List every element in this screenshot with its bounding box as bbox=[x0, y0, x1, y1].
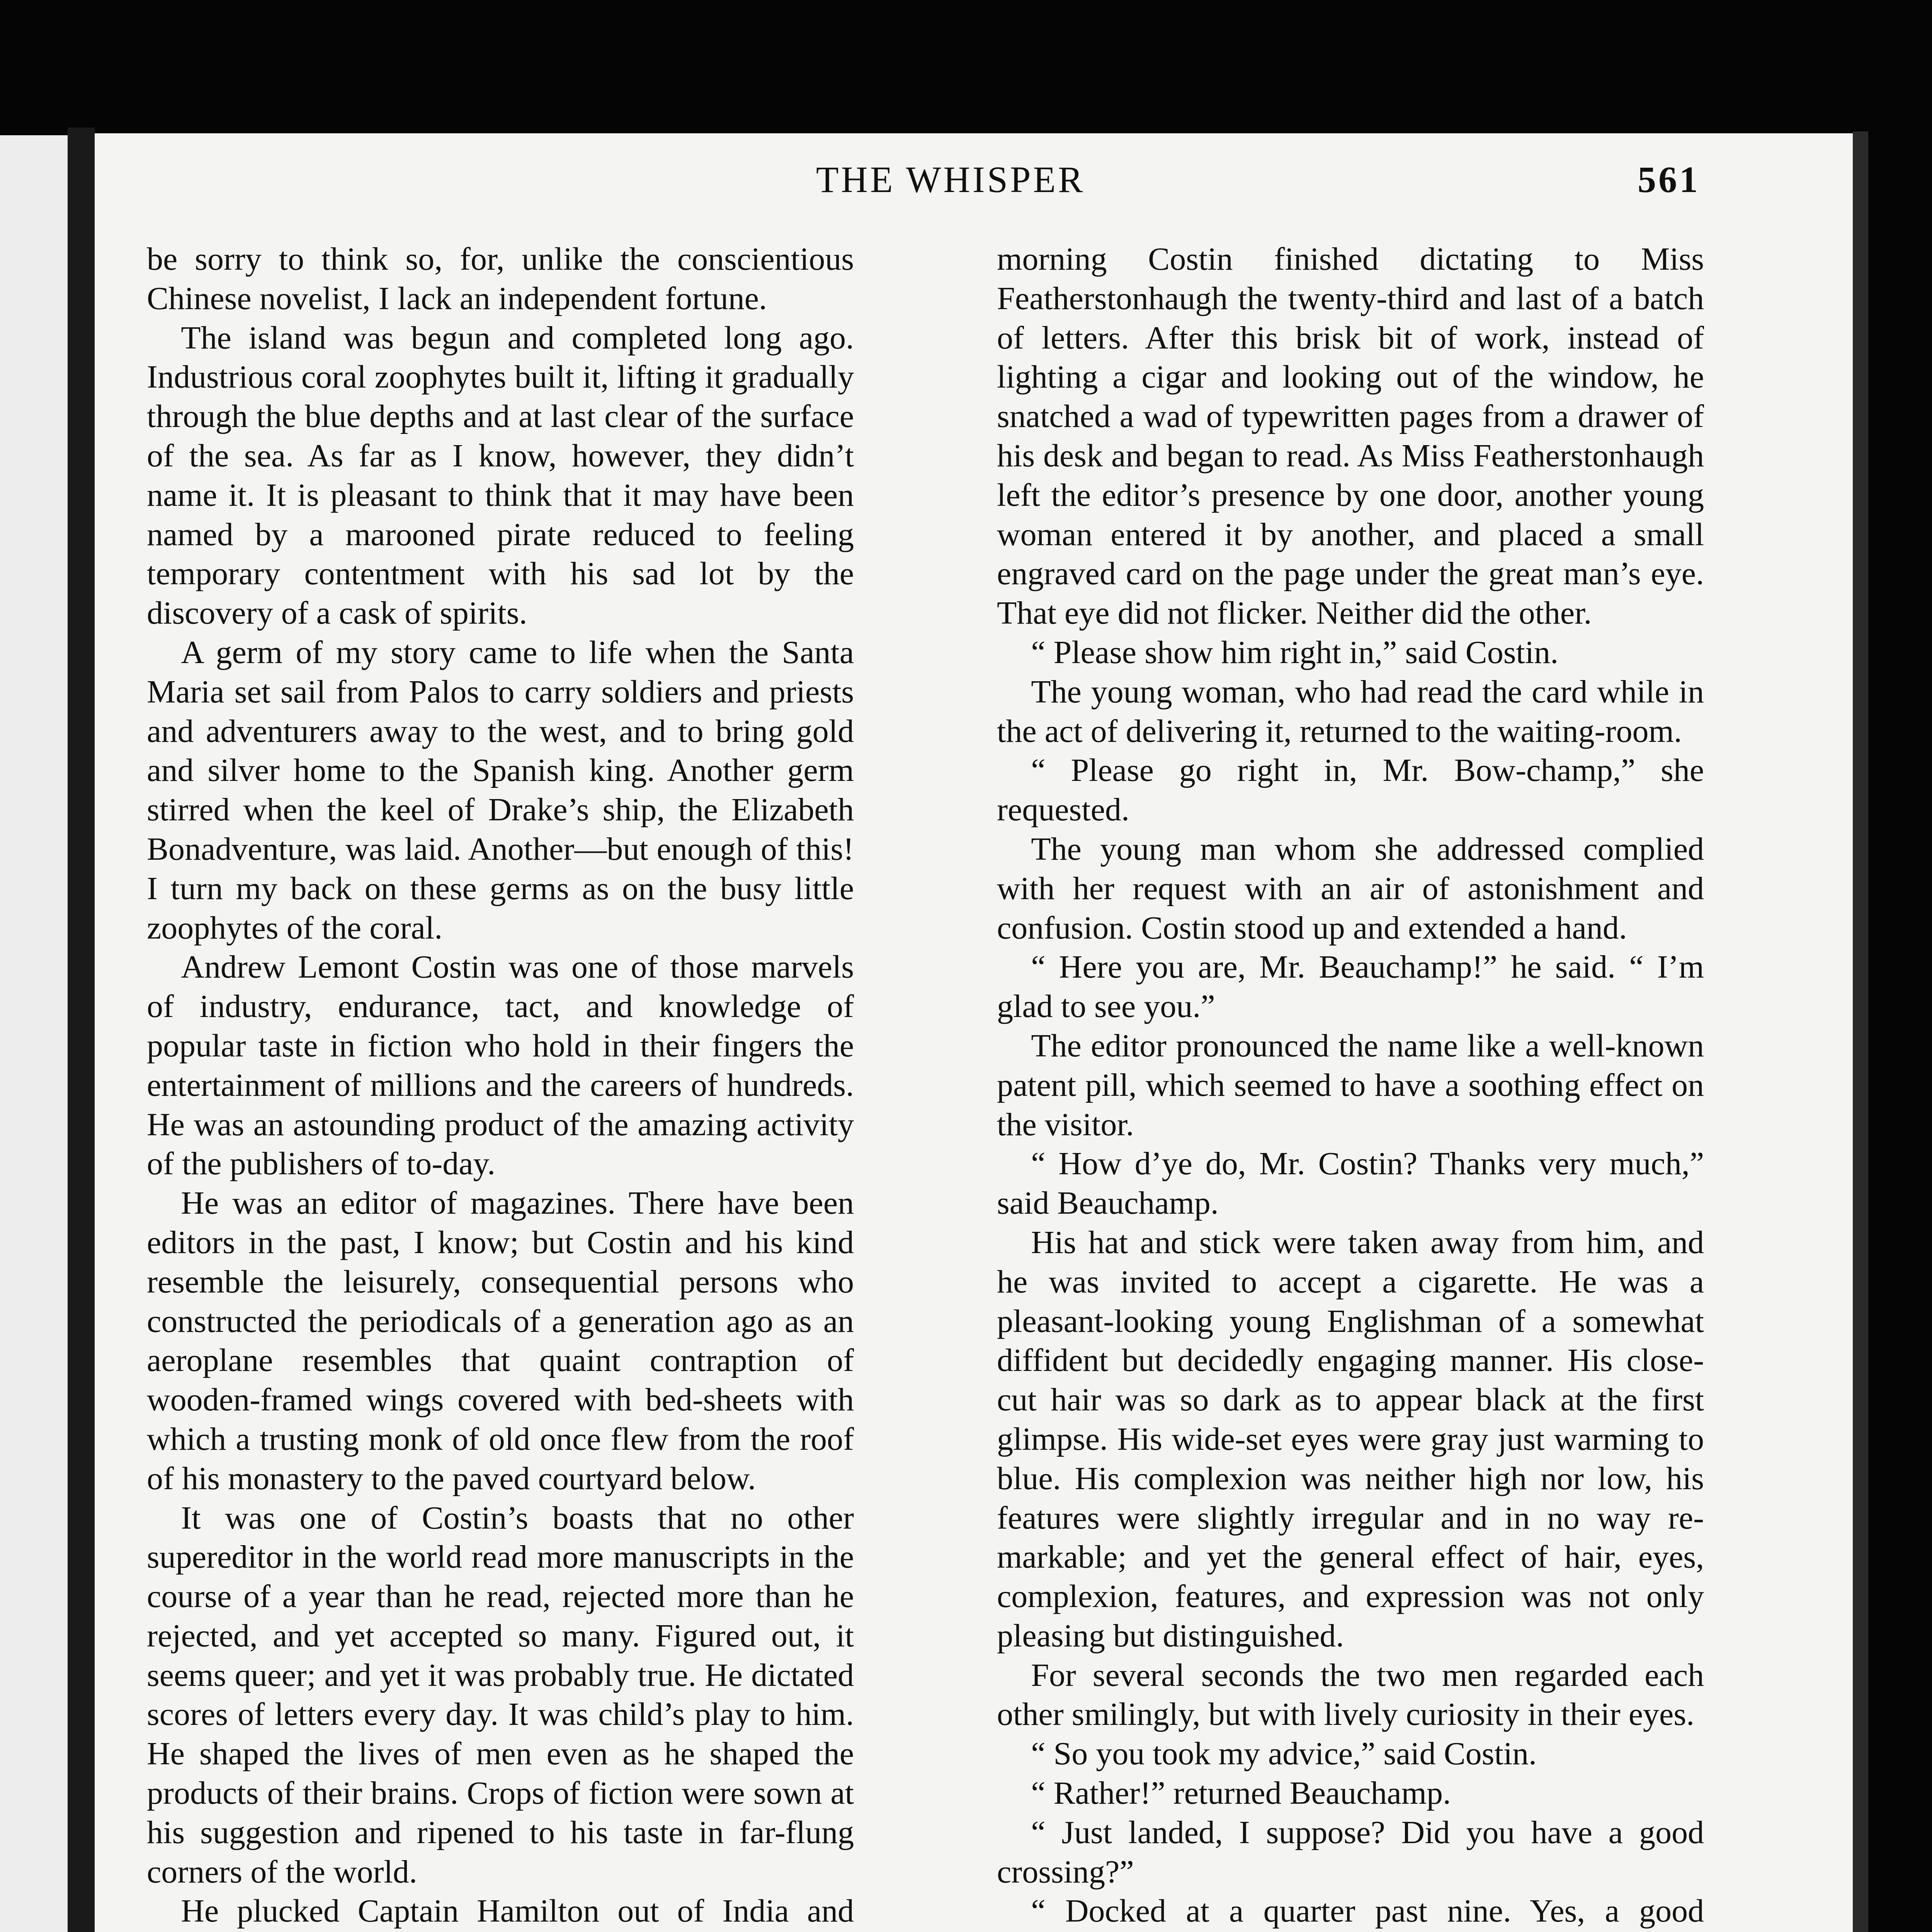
paragraph: “ How d’ye do, Mr. Costin? Thanks very much,” said Beauchamp. bbox=[997, 1146, 1704, 1221]
paragraph: It was one of Costin’s boasts that no other supereditor in the world read more manuscripts in the course of a year than he read, rejected more than he rejected, and yet accepted so many. Figured out, it seems queer; and yet it was probably true. He dictated scores of letters every day. It was child’s play to him. He shaped the lives of men even as he shaped the products of their brains. Crops of fiction were sown at his suggestion and ripened to his taste in far-flung corners of the world. bbox=[147, 1500, 854, 1890]
paragraph: “ Docked at a quarter past nine. Yes, a good bbox=[1031, 1893, 1704, 1929]
left-text-column bbox=[147, 240, 854, 1932]
paragraph: He plucked Captain Hamilton out of India and bbox=[181, 1893, 854, 1929]
book-spine bbox=[68, 128, 95, 1932]
paragraph: The island was begun and completed long ago. Industrious coral zoophytes built it, lifting it gradually through the blue depths and at last clear of the surface of the sea. As far as I know, however, they didn’t name it. It is pleasant to think that it may have been named by a marooned pirate reduced to feeling temporary contentment with his sad lot by the discovery of a cask of spirits. bbox=[147, 320, 854, 631]
paragraph: He was an editor of magazines. There have been editors in the past, I know; but Costin and his kind resemble the leisurely, consequential persons who constructed the periodicals of a generation ago as an aeroplane resembles that quaint contraption of wooden-framed wings covered with bed-sheets with which a trusting monk of old once flew from the roof of his monastery to the paved courtyard below. bbox=[147, 1185, 854, 1497]
paragraph: The editor pronounced the name like a well-known patent pill, which seemed to have a soothing effect on the visitor. bbox=[997, 1027, 1704, 1143]
paragraph: morning Costin finished dictating to Miss Featherstonhaugh the twenty-third and last of a batch of letters. After this brisk bit of work, instead of lighting a cigar and looking out of the window, he snatched a wad of typewritten pages from a drawer of his desk and began to read. As Miss Featherstonhaugh left the editor’s presence by one door, another young woman entered it by another, and placed a small engraved card on the page under the great man’s eye. That eye did not flicker. Neither did the other. bbox=[997, 241, 1704, 631]
paragraph: “ Rather!” returned Beauchamp. bbox=[1031, 1775, 1451, 1811]
paragraph: “ Here you are, Mr. Beauchamp!” he said. “ I’m glad to see you.” bbox=[997, 949, 1704, 1025]
paragraph: For several seconds the two men regarded each other smilingly, but with lively curiosity in their eyes. bbox=[997, 1657, 1704, 1733]
paragraph: The young man whom she addressed complied with her request with an air of astonishment and confusion. Costin stood up and extended a hand. bbox=[997, 831, 1704, 946]
paragraph: The young woman, who had read the card while in the act of delivering it, returned to the waiting-room. bbox=[997, 673, 1704, 749]
page-number: 561 bbox=[1638, 159, 1700, 200]
page-right-edge bbox=[1853, 131, 1868, 1932]
running-head-title: THE WHISPER bbox=[816, 159, 1085, 200]
paragraph: A germ of my story came to life when the Santa Maria set sail from Palos to carry soldiers and priests and adventurers away to the west, and to bring gold and silver home to the Spanish king. Another germ stirred when the keel of Drake’s ship, the Elizabeth Bonadventure, was laid. Another—but enough of this! I turn my back on these germs as on the busy little zoophytes of the coral. bbox=[147, 634, 854, 946]
right-text-column bbox=[997, 240, 1704, 1932]
previous-page-edge bbox=[0, 135, 68, 1932]
paragraph: be sorry to think so, for, unlike the conscientious Chinese novelist, I lack an independent fortune. bbox=[147, 241, 854, 316]
paragraph: “ Please go right in, Mr. Bow-champ,” she requested. bbox=[997, 752, 1704, 828]
paragraph: Andrew Lemont Costin was one of those marvels of industry, endurance, tact, and knowledge of popular taste in fiction who hold in their fingers the entertainment of millions and the careers of hundreds. He was an astounding product of the amazing activity of the publishers of to-day. bbox=[147, 949, 854, 1182]
paragraph: “ Just landed, I suppose? Did you have a good crossing?” bbox=[997, 1814, 1704, 1890]
paragraph: “ Please show him right in,” said Costin. bbox=[1031, 634, 1559, 670]
paragraph: “ So you took my advice,” said Costin. bbox=[1031, 1736, 1537, 1772]
paragraph: His hat and stick were taken away from him, and he was invited to accept a cigarette. He was a pleasant-looking young Englishman of a somewhat diffident but decidedly engaging manner. His close-cut hair was so dark as to appear black at the first glimpse. His wide-set eyes were gray just warming to blue. His complexion was neither high nor low, his features were slightly irregular and in no way remarkable; and yet the general effect of hair, eyes, complexion, features, and expression was not only pleasing but distinguished. bbox=[997, 1224, 1704, 1654]
